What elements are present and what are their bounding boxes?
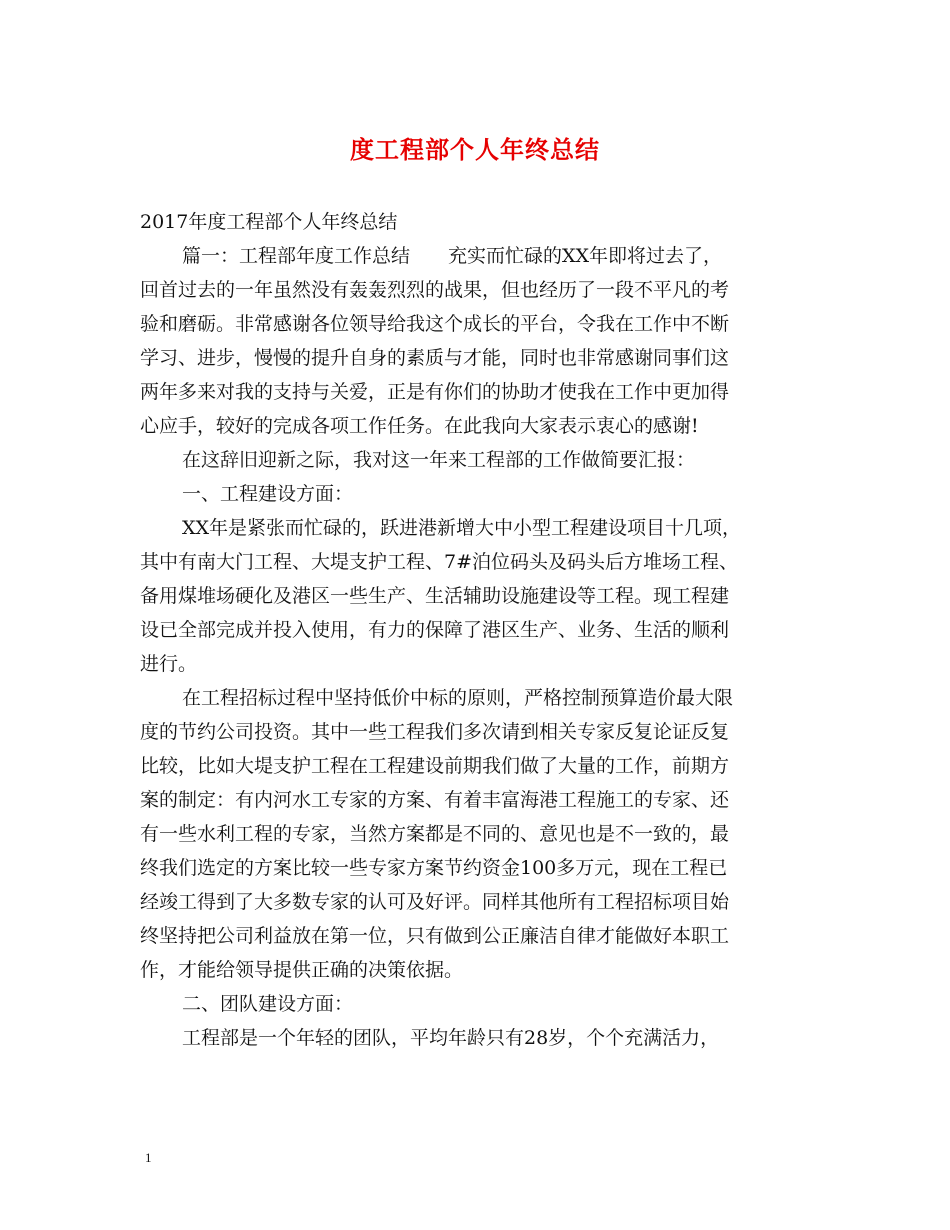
body-line: 心应手，较好的完成各项工作任务。在此我向大家表示衷心的感谢! [140, 415, 699, 437]
body-line: 篇一：工程部年度工作总结 充实而忙碌的XX年即将过去了， [182, 245, 723, 267]
body-line: 在工程招标过程中坚持低价中标的原则，严格控制预算造价最大限 [182, 687, 734, 709]
section-heading: 二、团队建设方面： [182, 993, 354, 1015]
body-line: 案的制定：有内河水工专家的方案、有着丰富海港工程施工的专家、还 [140, 789, 730, 811]
body-line: 终坚持把公司利益放在第一位，只有做到公正廉洁自律才能做好本职工 [140, 925, 730, 947]
document-title: 度工程部个人年终总结 [350, 135, 600, 164]
body-line: 比较，比如大堤支护工程在工程建设前期我们做了大量的工作，前期方 [140, 755, 730, 777]
body-line: 学习、进步，慢慢的提升自身的素质与才能，同时也非常感谢同事们这 [140, 347, 730, 369]
section-heading: 一、工程建设方面： [182, 483, 354, 505]
body-line: 验和磨砺。非常感谢各位领导给我这个成长的平台，令我在工作中不断 [140, 313, 730, 335]
body-line: 备用煤堆场硬化及港区一些生产、生活辅助设施建设等工程。现工程建 [140, 585, 730, 607]
body-line: 在这辞旧迎新之际，我对这一年来工程部的工作做简要汇报： [182, 449, 696, 471]
body-line: 终我们选定的方案比较一些专家方案节约资金100多万元，现在工程已 [140, 857, 728, 879]
body-line: 作，才能给领导提供正确的决策依据。 [140, 959, 464, 981]
body-line: 其中有南大门工程、大堤支护工程、7#泊位码头及码头后方堆场工程、 [140, 551, 739, 573]
body-line: 回首过去的一年虽然没有轰轰烈烈的战果，但也经历了一段不平凡的考 [140, 279, 730, 301]
body-line: 设已全部完成并投入使用，有力的保障了港区生产、业务、生活的顺利 [140, 619, 730, 641]
body-line: 2017年度工程部个人年终总结 [140, 211, 398, 233]
body-line: 进行。 [140, 653, 198, 675]
body-line: 度的节约公司投资。其中一些工程我们多次请到相关专家反复论证反复 [140, 721, 730, 743]
body-line: 两年多来对我的支持与关爱，正是有你们的协助才使我在工作中更加得 [140, 381, 730, 403]
body-line: 有一些水利工程的专家，当然方案都是不同的、意见也是不一致的，最 [140, 823, 730, 845]
body-line: XX年是紧张而忙碌的，跃进港新增大中小型工程建设项目十几项， [182, 517, 742, 539]
document-body [140, 205, 820, 1055]
page-number: 1 [145, 1150, 152, 1165]
body-line: 工程部是一个年轻的团队，平均年龄只有28岁，个个充满活力， [182, 1027, 720, 1049]
body-line: 经竣工得到了大多数专家的认可及好评。同样其他所有工程招标项目始 [140, 891, 730, 913]
